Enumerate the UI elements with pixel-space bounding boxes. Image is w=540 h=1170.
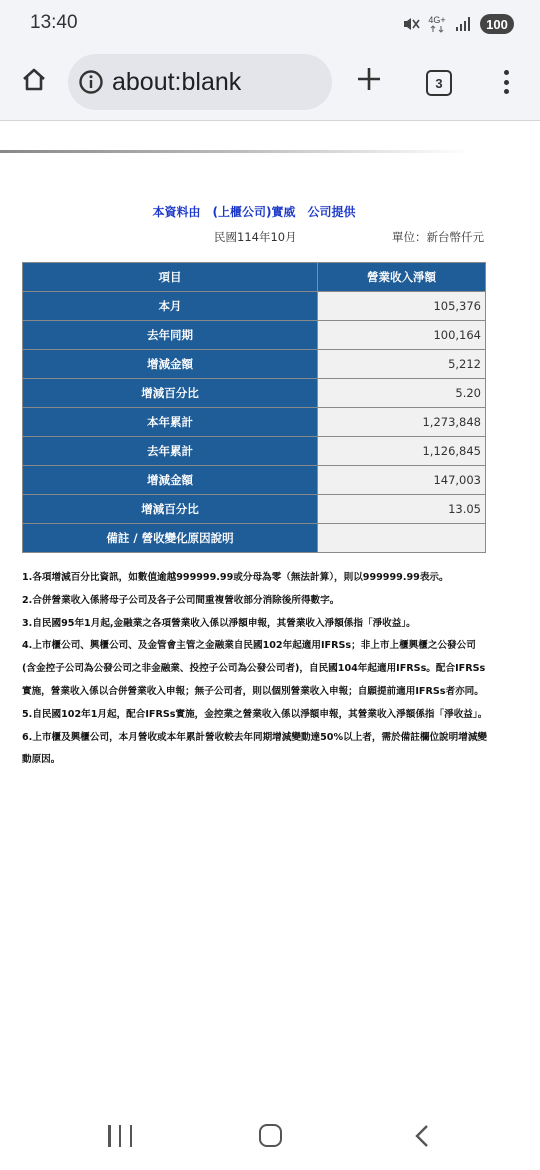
- menu-dot: [504, 80, 509, 85]
- row-value: [318, 524, 486, 553]
- status-bar: [0, 0, 540, 48]
- address-bar[interactable]: [68, 54, 332, 110]
- notes-list: [22, 567, 488, 772]
- table-row: [23, 437, 486, 466]
- tab-count: 3: [435, 75, 443, 91]
- report-period: 民國114年10月: [214, 230, 297, 244]
- url-text[interactable]: about:blank: [112, 67, 242, 96]
- table-row: [23, 350, 486, 379]
- page-content: [0, 121, 540, 1101]
- back-icon[interactable]: [412, 1124, 432, 1148]
- column-header-item: 項目: [23, 263, 318, 292]
- revenue-table: [22, 262, 486, 553]
- browser-toolbar: [0, 48, 540, 120]
- table-row: [23, 466, 486, 495]
- column-header-revenue: 營業收入淨額: [318, 263, 486, 292]
- report-unit: 單位：新台幣仟元: [392, 230, 484, 244]
- table-row: [23, 321, 486, 350]
- row-value: 105,376: [318, 292, 486, 321]
- home-button[interactable]: [16, 64, 52, 100]
- row-label: 增減金額: [23, 350, 318, 379]
- table-row: [23, 524, 486, 553]
- row-value: 147,003: [318, 466, 486, 495]
- mute-icon: [402, 15, 420, 33]
- menu-dot: [504, 89, 509, 94]
- row-label: 增減金額: [23, 466, 318, 495]
- table-row: [23, 379, 486, 408]
- row-value: 1,126,845: [318, 437, 486, 466]
- row-label: 去年同期: [23, 321, 318, 350]
- report-title: 本資料由 (上櫃公司)實威 公司提供: [152, 205, 356, 219]
- note-item: 1.各項增減百分比資訊，如數值逾越999999.99或分母為零（無法計算），則以999999.99表示。: [22, 572, 449, 583]
- navigation-bar: [0, 1101, 540, 1170]
- note-item: 2.合併營業收入係將母子公司及各子公司間重複營收部分消除後所得數字。: [22, 594, 340, 606]
- row-value: 13.05: [318, 495, 486, 524]
- row-value: 5.20: [318, 379, 486, 408]
- signal-icon: [454, 15, 472, 33]
- note-item: 4.上市櫃公司、興櫃公司、及金管會主管之金融業自民國102年起適用IFRSs；非上市上櫃興櫃之公發公司(含金控子公司為公發公司之非金融業、投控子公司為公發公司者)，自民國104年起適用IFRSs。配合IFRSs實施，營業收入係以合併營業收入申報；無子公司者，則以個別營業收入申報；自願提前適用IFRSs者亦同。: [22, 640, 486, 697]
- network-4g-icon: [428, 15, 446, 33]
- menu-dot: [504, 70, 509, 75]
- menu-icon[interactable]: [494, 66, 518, 98]
- battery-icon: 100: [480, 14, 514, 34]
- horizontal-rule: [0, 150, 470, 153]
- row-label: 備註 / 營收變化原因說明: [23, 524, 318, 553]
- status-time: 13:40: [30, 12, 78, 33]
- network-label: 4G+: [428, 14, 446, 25]
- row-value: 1,273,848: [318, 408, 486, 437]
- table-row: [23, 408, 486, 437]
- home-icon: [20, 66, 48, 98]
- row-label: 本年累計: [23, 408, 318, 437]
- note-item: 3.自民國95年1月起,金融業之各項營業收入係以淨額申報，其營業收入淨額係指「淨收益」。: [22, 617, 416, 629]
- table-row: [23, 495, 486, 524]
- status-icons: [402, 12, 514, 36]
- row-value: 100,164: [318, 321, 486, 350]
- note-item: 6.上市櫃及興櫃公司，本月營收或本年累計營收較去年同期增減變動達50%以上者，需於備註欄位說明增減變動原因。: [22, 731, 488, 766]
- row-label: 去年累計: [23, 437, 318, 466]
- home-nav-icon[interactable]: [259, 1124, 282, 1147]
- info-icon[interactable]: [78, 69, 104, 95]
- recent-apps-icon[interactable]: [108, 1125, 132, 1147]
- row-value: 5,212: [318, 350, 486, 379]
- plus-icon: [356, 66, 382, 96]
- note-item: 5.自民國102年1月起，配合IFRSs實施，金控業之營業收入係以淨額申報，其營業收入淨額係指「淨收益」。: [22, 708, 488, 720]
- tabs-icon[interactable]: [426, 70, 452, 96]
- row-label: 增減百分比: [23, 379, 318, 408]
- table-row: [23, 292, 486, 321]
- table-header-row: [23, 263, 486, 292]
- row-label: 本月: [23, 292, 318, 321]
- row-label: 增減百分比: [23, 495, 318, 524]
- new-tab-button[interactable]: [352, 64, 386, 98]
